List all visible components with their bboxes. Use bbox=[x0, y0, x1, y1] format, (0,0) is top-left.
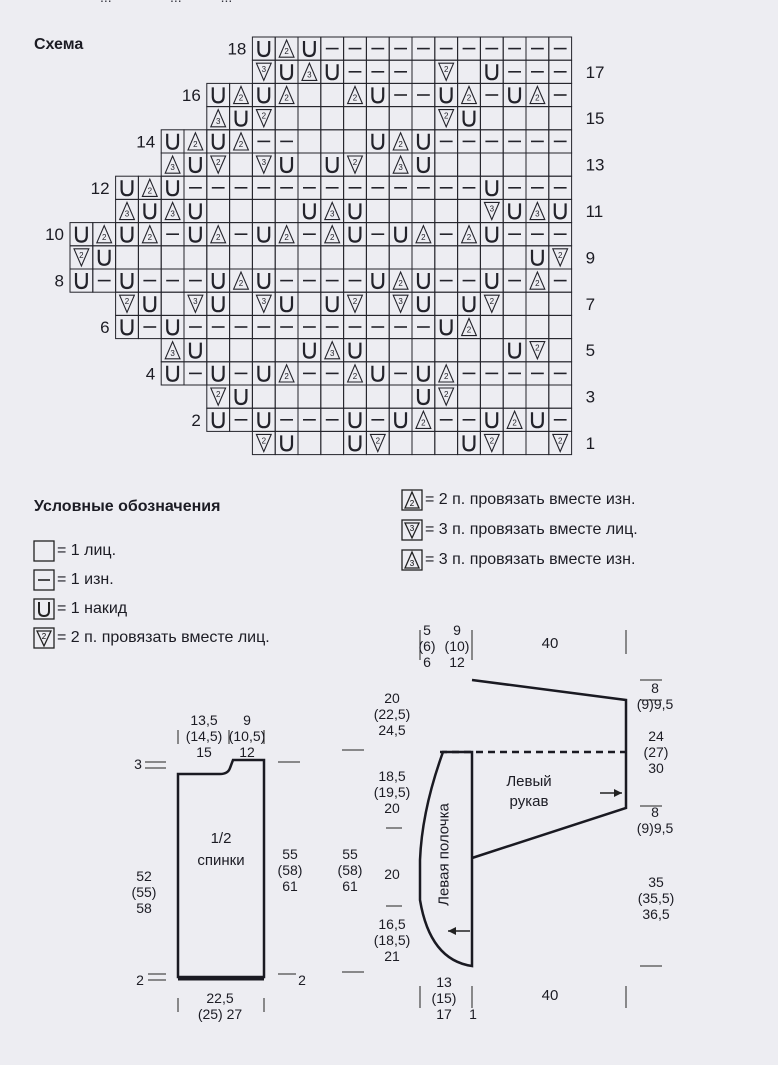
measure-line: (22,5) bbox=[373, 706, 411, 722]
measure-line: (15) bbox=[431, 990, 457, 1006]
measure-line: 55 bbox=[282, 846, 298, 862]
svg-text:3: 3 bbox=[398, 163, 403, 173]
front-top-b-measure bbox=[442, 622, 472, 670]
measure-line: 55 bbox=[342, 846, 358, 862]
legend-text-purl: = 1 изн. bbox=[57, 571, 114, 588]
back-height-left-measure bbox=[126, 868, 162, 916]
sleeve-label-line: рукав bbox=[509, 793, 549, 810]
back-bottom-measure bbox=[190, 990, 250, 1022]
svg-text:2: 2 bbox=[352, 297, 358, 307]
svg-text:2: 2 bbox=[466, 325, 472, 335]
measure-line: (9)9,5 bbox=[636, 820, 674, 836]
svg-text:2: 2 bbox=[284, 232, 289, 242]
svg-text:2: 2 bbox=[409, 499, 415, 508]
svg-text:2: 2 bbox=[512, 418, 517, 428]
sleeve-label-line: Левый bbox=[506, 773, 552, 790]
measure-line: (58) bbox=[337, 862, 363, 878]
svg-text:2: 2 bbox=[398, 279, 403, 289]
svg-text:3: 3 bbox=[261, 158, 267, 167]
back-height-right-measure bbox=[272, 846, 308, 894]
legend-text-knit: = 1 лиц. bbox=[57, 542, 117, 559]
chart-row-number: 15 bbox=[585, 109, 605, 129]
measure-line: 9 bbox=[453, 622, 461, 638]
measure-line: 5 bbox=[423, 622, 431, 638]
svg-text:2: 2 bbox=[489, 297, 495, 307]
measure-line: 9 bbox=[243, 712, 251, 728]
measure-line: (58) bbox=[277, 862, 303, 878]
svg-text:2: 2 bbox=[421, 232, 426, 242]
svg-text:2: 2 bbox=[215, 390, 221, 399]
svg-text:2: 2 bbox=[535, 343, 540, 353]
front-seg1-measure bbox=[368, 690, 416, 738]
measure-line: (27) bbox=[643, 744, 669, 760]
measure-line: 35 bbox=[648, 874, 664, 890]
measure-line: 24 bbox=[648, 728, 664, 744]
svg-text:3: 3 bbox=[215, 116, 221, 126]
measure-line: 17 bbox=[436, 1006, 452, 1022]
svg-text:2: 2 bbox=[375, 436, 381, 446]
chart-row-number: 10 bbox=[45, 225, 64, 245]
chart-row-number: 6 bbox=[100, 318, 110, 337]
svg-text:3: 3 bbox=[398, 297, 403, 307]
back-top-left-measure bbox=[182, 712, 226, 760]
front-label: Левая полочка bbox=[435, 803, 453, 906]
svg-text:3: 3 bbox=[124, 209, 130, 219]
svg-text:2: 2 bbox=[215, 232, 221, 242]
svg-text:2: 2 bbox=[329, 232, 335, 242]
svg-text:2: 2 bbox=[261, 436, 267, 446]
sleeve-cuff-top bbox=[628, 680, 682, 712]
measure-line: (14,5) bbox=[185, 728, 223, 744]
measure-line: (19,5) bbox=[373, 784, 411, 800]
measure-line: 15 bbox=[196, 744, 212, 760]
svg-text:2: 2 bbox=[238, 93, 244, 103]
measure-line: 12 bbox=[239, 744, 255, 760]
front-bottom-b-measure: 1 bbox=[469, 1006, 477, 1022]
measure-line: 8 bbox=[651, 804, 659, 820]
back-mark-2-left: 2 bbox=[136, 972, 144, 988]
front-top-a-measure bbox=[415, 622, 439, 670]
sleeve-label bbox=[494, 772, 564, 812]
svg-text:2: 2 bbox=[284, 372, 289, 381]
svg-text:2: 2 bbox=[41, 632, 47, 641]
measure-line: (35,5) bbox=[637, 890, 675, 906]
chart-row-number: 17 bbox=[585, 62, 605, 82]
measure-line: 16,5 bbox=[378, 916, 406, 932]
svg-text:2: 2 bbox=[238, 140, 244, 149]
chart-row-number: 4 bbox=[145, 364, 156, 384]
svg-text:2: 2 bbox=[466, 232, 472, 242]
front-height-measure bbox=[332, 846, 368, 894]
chart-row-number: 18 bbox=[227, 39, 247, 59]
svg-text:2: 2 bbox=[352, 158, 358, 167]
chart-row-number: 9 bbox=[585, 248, 596, 268]
svg-text:2: 2 bbox=[489, 436, 495, 446]
svg-text:2: 2 bbox=[193, 140, 198, 149]
svg-text:2: 2 bbox=[421, 418, 426, 428]
svg-text:2: 2 bbox=[535, 279, 540, 289]
measure-line: 61 bbox=[282, 878, 298, 894]
back-mark-3: 3 bbox=[134, 756, 142, 772]
svg-text:3: 3 bbox=[489, 204, 495, 214]
chart-row-number: 14 bbox=[136, 132, 156, 152]
svg-text:2: 2 bbox=[352, 372, 358, 381]
front-bottom-a-measure bbox=[428, 974, 460, 1022]
chart-row-number: 13 bbox=[585, 155, 605, 175]
measure-line: 13 bbox=[436, 974, 452, 990]
svg-text:2: 2 bbox=[124, 297, 130, 307]
measure-line: (6) bbox=[418, 638, 436, 654]
measure-line: (18,5) bbox=[373, 932, 411, 948]
svg-text:2: 2 bbox=[466, 93, 472, 103]
svg-text:2: 2 bbox=[101, 232, 107, 242]
svg-text:2: 2 bbox=[352, 93, 358, 103]
measure-line: 58 bbox=[136, 900, 152, 916]
legend-text-p2tog: = 2 п. провязать вместе изн. bbox=[425, 491, 636, 508]
svg-text:2: 2 bbox=[238, 279, 244, 289]
svg-text:2: 2 bbox=[79, 250, 84, 260]
measure-line: 30 bbox=[648, 760, 664, 776]
sleeve-bottom-width: 40 bbox=[541, 987, 559, 1004]
chart-row-number: 8 bbox=[54, 271, 64, 291]
measure-line: 20 bbox=[384, 690, 400, 706]
chart-row-number: 12 bbox=[90, 178, 110, 198]
sleeve-top-width: 40 bbox=[541, 635, 559, 652]
measure-line: 8 bbox=[651, 680, 659, 696]
svg-text:3: 3 bbox=[170, 163, 175, 173]
chart-row-number: 11 bbox=[585, 202, 604, 221]
scheme-title: Схема bbox=[34, 36, 84, 53]
svg-text:3: 3 bbox=[261, 297, 267, 307]
measure-line: 6 bbox=[423, 654, 431, 670]
sleeve-cuff-bottom bbox=[628, 804, 682, 836]
svg-text:3: 3 bbox=[409, 559, 415, 568]
legend-text-yo: = 1 накид bbox=[57, 600, 128, 617]
measure-line: 61 bbox=[342, 878, 358, 894]
sleeve-width bbox=[636, 728, 676, 776]
svg-text:3: 3 bbox=[170, 348, 175, 358]
legend-text-k3tog: = 3 п. провязать вместе лиц. bbox=[425, 521, 638, 538]
measure-line: 36,5 bbox=[642, 906, 670, 922]
back-label-word: спинки bbox=[197, 852, 245, 869]
svg-text:3: 3 bbox=[170, 209, 175, 219]
svg-text:3: 3 bbox=[409, 524, 415, 533]
svg-text:2: 2 bbox=[443, 390, 449, 399]
svg-text:2: 2 bbox=[557, 436, 563, 446]
measure-line: 52 bbox=[136, 868, 152, 884]
svg-text:2: 2 bbox=[443, 372, 449, 381]
svg-text:2: 2 bbox=[284, 93, 289, 103]
chart-row-number: 16 bbox=[181, 86, 201, 105]
measure-line: (10,5) bbox=[228, 728, 266, 744]
svg-text:2: 2 bbox=[147, 232, 153, 242]
front-seg3-measure: 20 bbox=[384, 866, 400, 882]
svg-text:3: 3 bbox=[261, 65, 267, 75]
svg-text:3: 3 bbox=[329, 348, 335, 358]
legend-title: Условные обозначения bbox=[34, 498, 221, 515]
measure-line: 13,5 bbox=[190, 712, 218, 728]
back-label bbox=[186, 828, 256, 872]
svg-text:2: 2 bbox=[443, 111, 449, 121]
back-mark-2-right: 2 bbox=[298, 972, 306, 988]
front-seg4-measure bbox=[368, 916, 416, 964]
chart-row-number: 1 bbox=[585, 434, 596, 453]
svg-text:3: 3 bbox=[329, 209, 335, 219]
svg-text:3: 3 bbox=[193, 297, 198, 307]
svg-text:2: 2 bbox=[215, 158, 221, 167]
chart-row-number: 3 bbox=[585, 387, 596, 407]
svg-text:2: 2 bbox=[147, 186, 153, 196]
svg-text:2: 2 bbox=[443, 65, 449, 75]
measure-line: 22,5 bbox=[206, 990, 234, 1006]
sleeve-length bbox=[630, 874, 682, 922]
measure-line: (55) bbox=[131, 884, 157, 900]
svg-text:2: 2 bbox=[557, 250, 563, 260]
measure-line: 20 bbox=[384, 800, 400, 816]
legend-text-k2tog: = 2 п. провязать вместе лиц. bbox=[57, 629, 270, 646]
svg-text:2: 2 bbox=[261, 111, 267, 121]
svg-text:2: 2 bbox=[398, 140, 403, 149]
measure-line: 18,5 bbox=[378, 768, 406, 784]
chart-row-number: 7 bbox=[585, 294, 596, 314]
back-top-right-measure bbox=[226, 712, 268, 760]
svg-text:3: 3 bbox=[307, 70, 312, 80]
legend-text-p3tog: = 3 п. провязать вместе изн. bbox=[425, 551, 636, 568]
chart-row-number: 5 bbox=[585, 341, 596, 361]
svg-text:2: 2 bbox=[284, 47, 289, 57]
measure-line: 24,5 bbox=[378, 722, 406, 738]
measure-line: (9)9,5 bbox=[636, 696, 674, 712]
measure-line: 21 bbox=[384, 948, 400, 964]
svg-text:2: 2 bbox=[535, 93, 540, 103]
front-seg2-measure bbox=[368, 768, 416, 816]
back-label-fraction: 1/2 bbox=[210, 830, 232, 847]
sleeve-outline bbox=[472, 680, 626, 858]
measure-line: 12 bbox=[449, 654, 465, 670]
svg-text:3: 3 bbox=[535, 209, 540, 219]
measure-line: (10) bbox=[444, 638, 470, 654]
measure-line: (25) 27 bbox=[197, 1006, 243, 1022]
chart-row-number: 2 bbox=[191, 410, 201, 430]
